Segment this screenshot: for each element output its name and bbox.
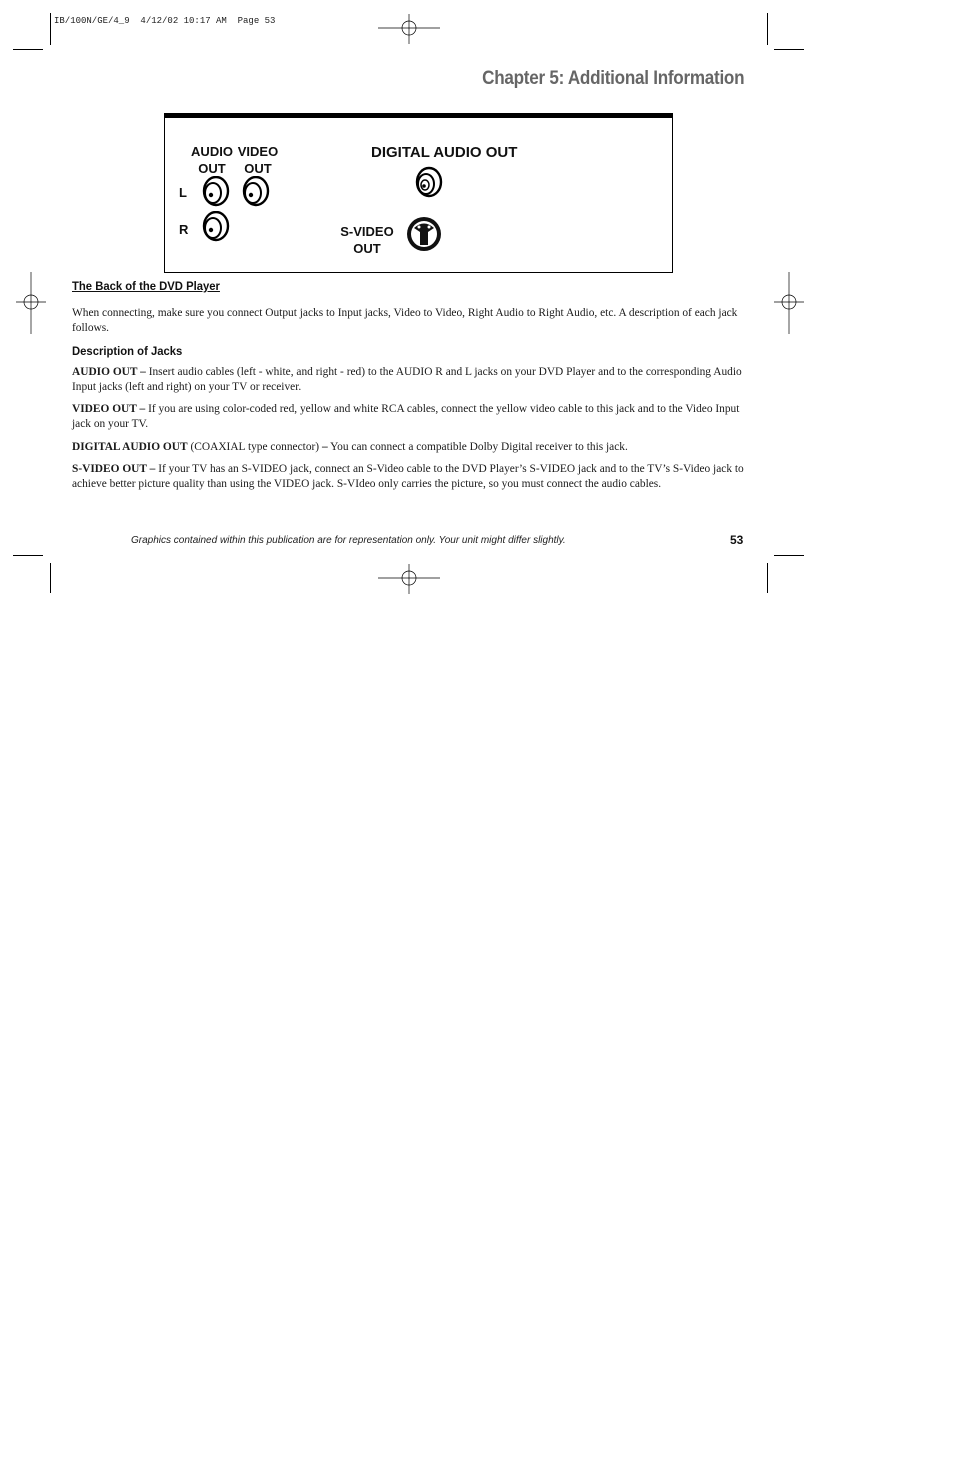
video-out-label: VIDEO OUT — [237, 144, 279, 176]
audio-out-label: AUDIO OUT — [191, 144, 233, 176]
audio-left-jack-icon — [200, 176, 230, 208]
registration-mark-left — [16, 272, 46, 334]
page-number: 53 — [730, 533, 744, 547]
svideo-out-label: S-VIDEO OUT — [340, 224, 394, 256]
video-out-description: VIDEO OUT – If you are using color-coded red, yellow and white RCA cables, connect the yellow video cable to this jack and to the Video Input jack on your TV. — [72, 403, 740, 430]
chapter-title: Chapter 5: Additional Information — [481, 68, 744, 89]
footer-disclaimer: Graphics contained within this publication are for representation only. Your unit might differ slightly. — [131, 535, 566, 546]
svideo-jack-icon — [405, 215, 443, 253]
audio-out-description: AUDIO OUT – Insert audio cables (left - white, and right - red) to the AUDIO R and L jacks on your DVD Player and to the corresponding Audio Input jacks (left and right) on your TV or receiver. — [72, 366, 742, 393]
registration-mark-top — [378, 14, 440, 44]
registration-mark-bottom — [378, 564, 440, 594]
left-channel-label: L — [179, 185, 187, 200]
right-channel-label: R — [179, 222, 189, 237]
description-of-jacks-heading: Description of Jacks — [72, 344, 183, 358]
video-jack-icon — [240, 176, 270, 208]
section-heading: The Back of the DVD Player — [72, 279, 220, 293]
intro-paragraph: When connecting, make sure you connect Output jacks to Input jacks, Video to Video, Right Audio to Right Audio, etc. A description of each jack follows. — [72, 307, 738, 334]
audio-right-jack-icon — [200, 211, 230, 243]
digital-coaxial-jack-icon — [412, 166, 444, 200]
digital-audio-out-label: DIGITAL AUDIO OUT — [371, 144, 518, 161]
back-panel-diagram — [164, 113, 673, 273]
print-slug: IB/100N/GE/4_9 4/12/02 10:17 AM Page 53 — [54, 16, 276, 26]
registration-mark-right — [774, 272, 804, 334]
digital-audio-out-description: DIGITAL AUDIO OUT (COAXIAL type connector) – You can connect a compatible Dolby Digital receiver to this jack. — [72, 441, 628, 453]
svideo-out-description: S-VIDEO OUT – If your TV has an S-VIDEO jack, connect an S-Video cable to the DVD Player’s S-VIDEO jack and to the TV’s S-Video jack to achieve better picture quality than using the VIDEO jack. S-VIdeo only carries the picture, so you must connect the audio cables. — [72, 463, 744, 490]
